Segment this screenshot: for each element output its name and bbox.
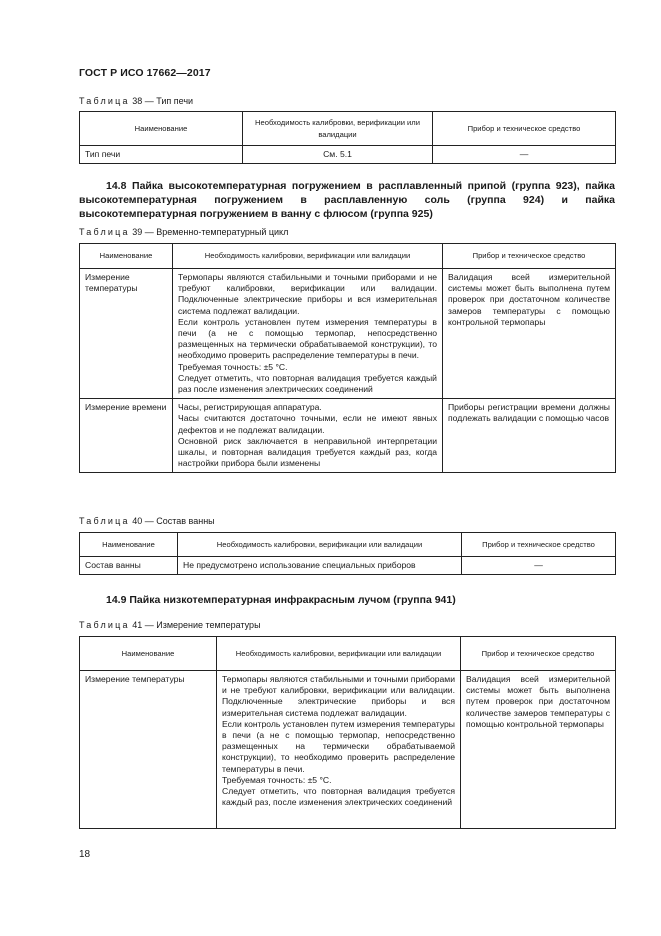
table39-header-need: Необходимость калибровки, верификации или валидации [173, 244, 443, 269]
table39-caption-word: Таблица [79, 227, 130, 237]
table41-cell-device-text: Валидация всей измерительной системы может быть выполнена путем проверок при достаточном количестве замеров температуры с помощью контрольной термопары [466, 674, 610, 729]
table40-cell-device: — [462, 557, 616, 575]
table41-need-p4: Следует отметить, что повторная валидация требуется каждый раз, после изменения электрических соединений [222, 786, 455, 808]
table39-row1-need-p1: Часы, регистрирующая аппаратура. [178, 402, 322, 413]
table39-row1-name [80, 399, 173, 473]
table40-caption [79, 516, 215, 526]
table40-header-device: Прибор и техническое средство [462, 533, 616, 557]
table39-row1-device-text: Приборы регистрации времени должны подлежать валидации с помощью часов [448, 402, 610, 424]
table38-cell-need: См. 5.1 [243, 146, 433, 164]
table39-row1-need-p2: Часы считаются достаточно точными, если не имеют явных дефектов и не подлежат валидации. [178, 413, 437, 435]
document-header: ГОСТ Р ИСО 17662—2017 [79, 67, 211, 79]
table41-caption-word: Таблица [79, 620, 130, 630]
table39-row0-need [173, 269, 443, 399]
table39-row1-name-text: Измерение времени [85, 402, 167, 413]
table39-row0-need-p2: Если контроль установлен путем измерения температуры в печи (а не с помощью термопар, непосредственно размещенных на термически обрабатываемой конструкции), то необходимо проверить распределение температуры в печи. [178, 316, 437, 361]
table-39 [79, 243, 616, 473]
table38-cell-name: Тип печи [80, 146, 243, 164]
page-number: 18 [79, 849, 91, 860]
table40-header-row [80, 533, 616, 557]
table41-need-p2: Если контроль установлен путем измерения температуры в печи (а не с помощью термопар, непосредственно размещенных на термически обрабатываемой конструкции), то необходимо проверить распределение температуры в печи. [222, 718, 455, 774]
table39-row0-need-p3: Требуемая точность: ±5 °С. [178, 361, 288, 372]
table40-caption-rest: 40 — Состав ванны [132, 516, 215, 526]
table38-caption [79, 96, 193, 106]
table41-caption [79, 620, 261, 630]
table-row [80, 671, 616, 829]
table39-row0-device-text: Валидация всей измерительной системы может быть выполнена путем проверок при достаточном количестве замеров температуры с помощью контрольной термопары [448, 272, 610, 327]
table40-cell-need: Не предусмотрено использование специальных приборов [178, 557, 462, 575]
table39-row0-name [80, 269, 173, 399]
table39-header-row [80, 244, 616, 269]
section-14-8-heading: 14.8 Пайка высокотемпературная погружением в расплавленный припой (группа 923), пайка высокотемпературная погружением в расплавленную соль (группа 924) и пайка высокотемпературная погружением в ванну с флюсом (группа 925) [79, 180, 615, 220]
table40-header-name: Наименование [80, 533, 178, 557]
table39-caption [79, 227, 288, 237]
table39-caption-rest: 39 — Временно-температурный цикл [132, 227, 289, 237]
table39-row0-need-p4: Следует отметить, что повторная валидация требуется каждый раз после изменения электрических соединений [178, 372, 437, 395]
table41-cell-device [461, 671, 616, 829]
table39-row1-device [443, 399, 616, 473]
table39-header-name: Наименование [80, 244, 173, 269]
table39-row0-need-p1: Термопары являются стабильными и точными приборами и не требуют калибровки, верификации или валидации. Подключенные электрические приборы и вся измерительная система подлежат валидации. [178, 272, 437, 316]
table39-row1-need-p3: Основной риск заключается в неправильной интерпретации шкалы, и повторная валидация требуется каждый раз, когда настройки прибора были изменены [178, 435, 437, 469]
table41-need-p3: Требуемая точность: ±5 °С. [222, 774, 332, 785]
table39-row0-device [443, 269, 616, 399]
table38-cell-device: — [433, 146, 616, 164]
table38-header-name: Наименование [80, 112, 243, 146]
table-38 [79, 111, 616, 164]
table41-header-row [80, 637, 616, 671]
table41-need-p1: Термопары являются стабильными и точными приборами и не требуют калибровки, верификации или валидации. Подключенные электрические приборы и вся измерительная система подлежат валидации. [222, 674, 455, 718]
table38-header-row [80, 112, 616, 146]
table-row [80, 399, 616, 473]
table-row [80, 146, 616, 164]
table41-cell-name [80, 671, 217, 829]
section-14-9-heading: 14.9 Пайка низкотемпературная инфракрасным лучом (группа 941) [106, 594, 456, 606]
table38-header-need: Необходимость калибровки, верификации или валидации [243, 112, 433, 146]
table38-caption-rest: 38 — Тип печи [132, 96, 194, 106]
table41-header-name: Наименование [80, 637, 217, 671]
table38-header-device: Прибор и техническое средство [433, 112, 616, 146]
table40-caption-word: Таблица [79, 516, 130, 526]
table-row [80, 557, 616, 575]
table41-header-need: Необходимость калибровки, верификации или валидации [217, 637, 461, 671]
table40-header-need: Необходимость калибровки, верификации или валидации [178, 533, 462, 557]
table41-cell-name-text: Измерение температуры [85, 674, 185, 684]
table41-cell-need [217, 671, 461, 829]
table38-caption-word: Таблица [79, 96, 130, 106]
table41-header-device: Прибор и техническое средство [461, 637, 616, 671]
table-41 [79, 636, 616, 829]
table-row [80, 269, 616, 399]
table39-header-device: Прибор и техническое средство [443, 244, 616, 269]
table39-row1-need [173, 399, 443, 473]
table-40 [79, 532, 616, 575]
table40-cell-name: Состав ванны [80, 557, 178, 575]
table39-row0-name-text: Измерение температуры [85, 272, 138, 294]
table41-caption-rest: 41 — Измерение температуры [132, 620, 261, 630]
